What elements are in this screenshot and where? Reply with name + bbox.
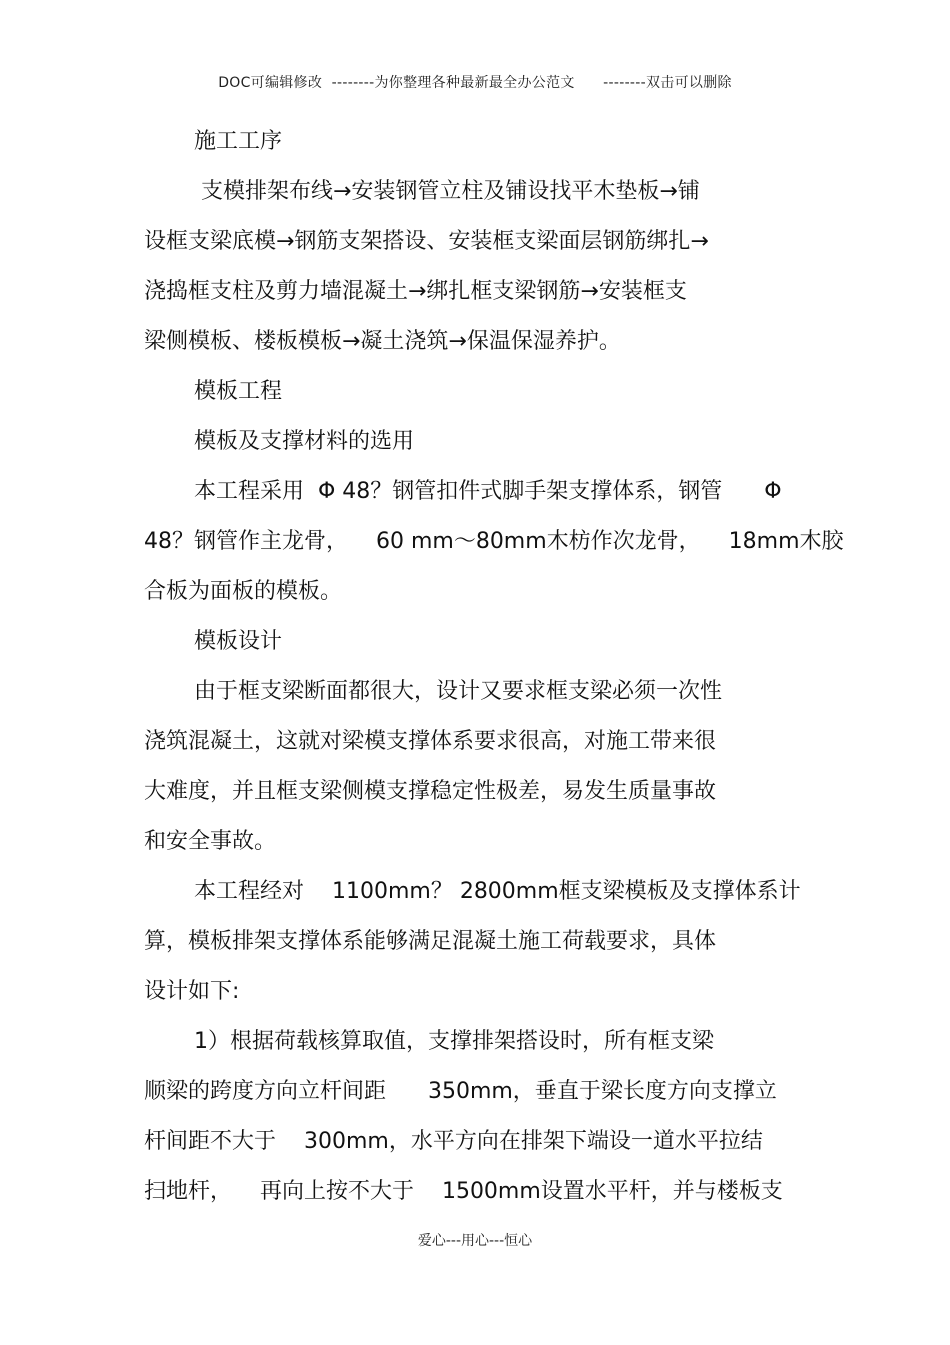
section-heading-formwork: 模板工程	[194, 379, 283, 404]
paragraph-line: 浇捣框支柱及剪力墙混凝土→绑扎框支梁钢筋→安装框支	[144, 279, 687, 304]
section-heading-construction-process: 施工工序	[194, 129, 283, 154]
section-heading-materials: 模板及支撑材料的选用	[194, 429, 415, 454]
section-heading-formwork-design: 模板设计	[194, 629, 283, 654]
paragraph-line: 大难度，并且框支梁侧模支撑稳定性极差，易发生质量事故	[144, 779, 717, 804]
paragraph-line: 设计如下:	[144, 979, 240, 1004]
paragraph-line: 杆间距不大于 300mm，水平方向在排架下端设一道水平拉结	[144, 1129, 763, 1154]
paragraph-line: 顺梁的跨度方向立杆间距 350mm，垂直于梁长度方向支撑立	[144, 1079, 777, 1104]
paragraph-line: 由于框支梁断面都很大，设计又要求框支梁必须一次性	[194, 679, 723, 704]
paragraph-line: 支模排架布线→安装钢管立柱及铺设找平木垫板→铺	[194, 179, 700, 204]
paragraph-line: 合板为面板的模板。	[144, 579, 343, 604]
paragraph-line: 设框支梁底模→钢筋支架搭设、安装框支梁面层钢筋绑扎→	[144, 229, 709, 254]
paragraph-line: 本工程经对 1100mm？ 2800mm框支梁模板及支撑体系计	[194, 879, 801, 904]
paragraph-line: 48？钢管作主龙骨， 60 mm～80mm木枋作次龙骨， 18mm木胶	[144, 529, 844, 554]
paragraph-line: 梁侧模板、楼板模板→凝土浇筑→保温保湿养护。	[144, 329, 621, 354]
page-header: DOC可编辑修改 --------为你整理各种最新最全办公范文 --------双击可以删除	[218, 75, 732, 91]
paragraph-line: 算，模板排架支撑体系能够满足混凝土施工荷载要求，具体	[144, 929, 717, 954]
numbered-item-1: 1）根据荷载核算取值，支撑排架搭设时，所有框支梁	[194, 1029, 714, 1054]
paragraph-line: 和安全事故。	[144, 829, 277, 854]
paragraph-line: 扫地杆， 再向上按不大于 1500mm设置水平杆，并与楼板支	[144, 1179, 783, 1204]
page-footer: 爱心---用心---恒心	[417, 1233, 533, 1249]
paragraph-line: 本工程采用 Φ 48？钢管扣件式脚手架支撑体系，钢管 Φ	[194, 479, 782, 504]
paragraph-line: 浇筑混凝土，这就对梁模支撑体系要求很高，对施工带来很	[144, 729, 717, 754]
